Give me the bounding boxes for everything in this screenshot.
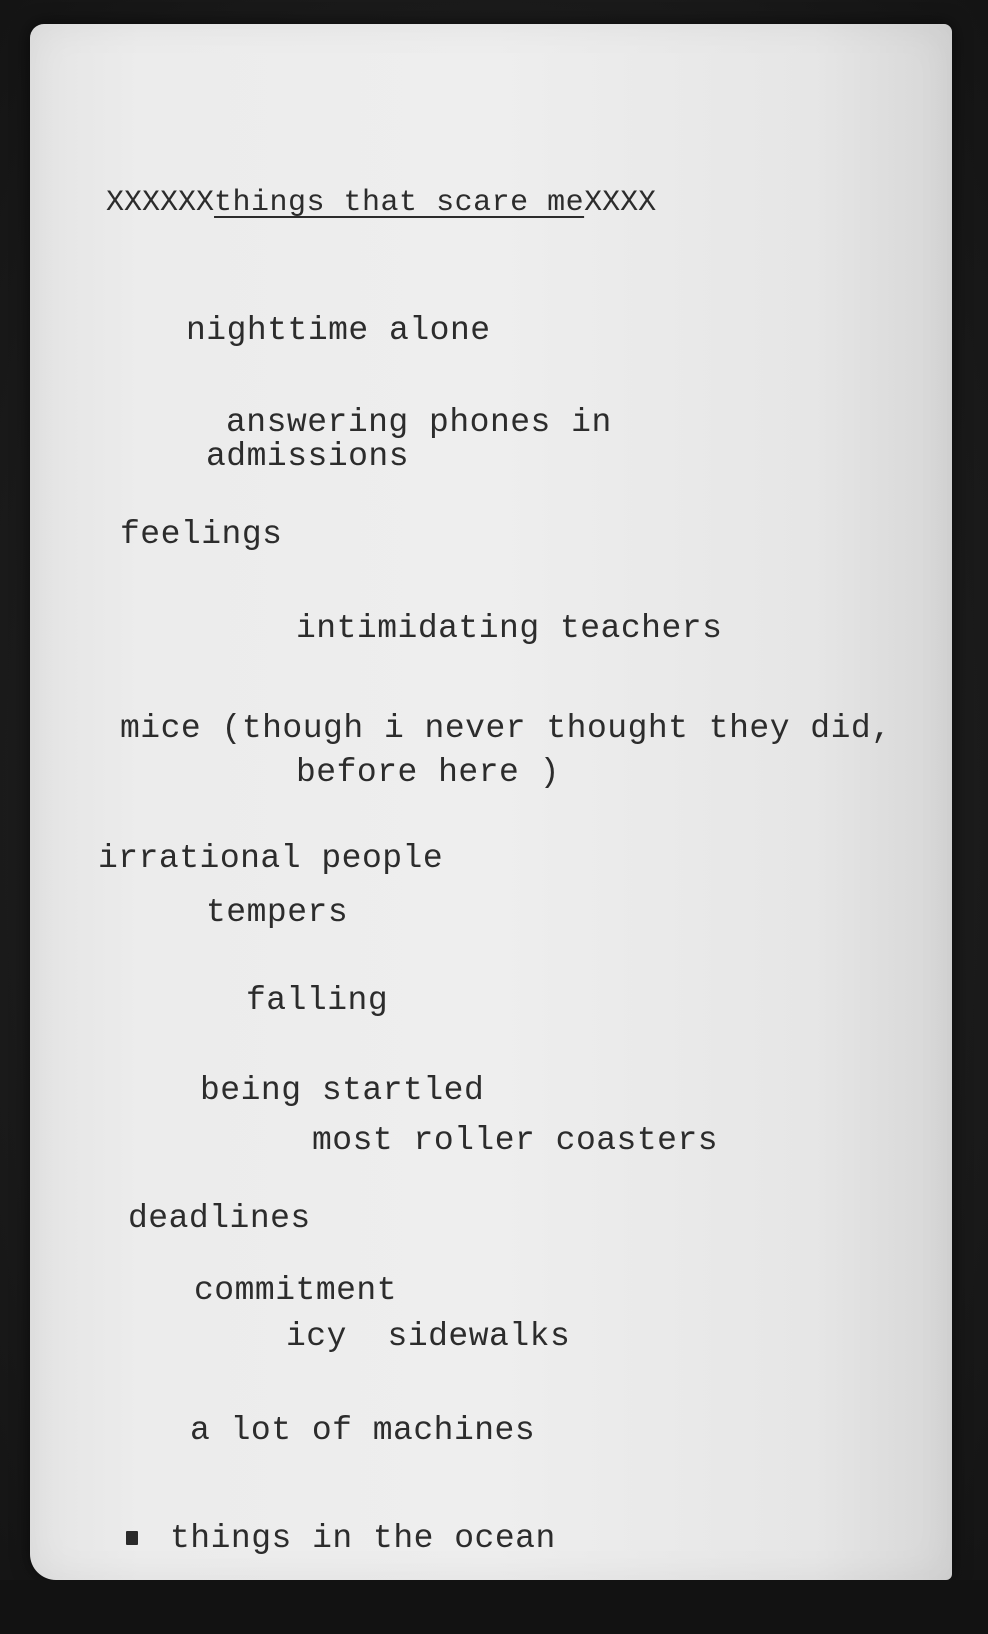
- ink-blot-bullet: [126, 1531, 138, 1545]
- list-item: nighttime alone: [186, 312, 491, 349]
- list-item: admissions: [206, 438, 410, 475]
- list-item: things in the ocean: [170, 1520, 556, 1557]
- list-item: a lot of machines: [190, 1412, 536, 1449]
- list-item: before here ): [296, 754, 560, 791]
- list-item: being startled: [200, 1072, 485, 1109]
- title-strikeout-prefix: XXXXXX: [106, 186, 215, 220]
- title-strikeout-suffix: XXXX: [584, 186, 657, 220]
- list-item: tempers: [206, 894, 349, 931]
- list-item: deadlines: [128, 1200, 311, 1237]
- list-item: most roller coasters: [312, 1122, 719, 1159]
- title-text: things that scare me: [214, 186, 585, 220]
- list-item: irrational people: [98, 840, 444, 877]
- list-item: mice (though i never thought they did,: [120, 710, 892, 747]
- list-item: feelings: [120, 516, 283, 553]
- page-title: [106, 186, 656, 220]
- list-item: falling: [246, 982, 389, 1019]
- list-item: icy sidewalks: [286, 1318, 571, 1355]
- list-item: intimidating teachers: [296, 610, 723, 647]
- list-item: answering phones in: [226, 404, 612, 441]
- list-item: commitment: [194, 1272, 398, 1309]
- photo-bottom-edge: [0, 1580, 988, 1634]
